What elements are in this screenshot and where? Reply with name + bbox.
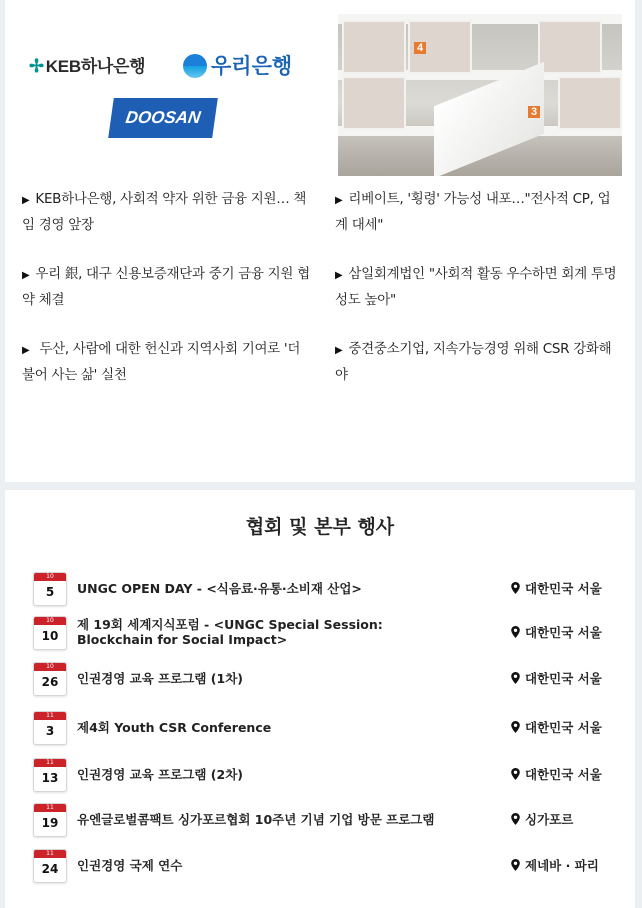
- news-link[interactable]: ▶ 우리 銀, 대구 신용보증재단과 중기 금융 지원 협약 체결: [22, 266, 310, 308]
- sponsor-logos: [23, 40, 313, 150]
- event-location: 대한민국 서울: [511, 756, 602, 792]
- event-title[interactable]: 제4회 Youth CSR Conference: [77, 719, 272, 735]
- map-pin-icon: [511, 721, 520, 733]
- event-row[interactable]: [33, 660, 619, 700]
- map-pin-icon: [511, 859, 520, 871]
- triangle-right-icon: ▶: [22, 270, 30, 281]
- keb-hana-logo[interactable]: ✢ KEB하나은행: [29, 56, 146, 76]
- map-pin-icon: [511, 626, 520, 638]
- section-title: 협회 및 본부 행사: [245, 516, 395, 538]
- event-location: 대한민국 서울: [511, 570, 602, 606]
- calendar-icon: 10 26: [33, 662, 67, 696]
- woori-bank-logo[interactable]: 우리은행: [183, 50, 292, 80]
- map-pin-icon: [511, 768, 520, 780]
- calendar-icon: 10 10: [33, 616, 67, 650]
- triangle-right-icon: ▶: [335, 195, 343, 206]
- floor-number-label: 4: [414, 42, 426, 54]
- event-row[interactable]: [33, 847, 619, 887]
- atrium-photo[interactable]: [338, 14, 622, 176]
- calendar-icon: 10 5: [33, 572, 67, 606]
- event-title[interactable]: UNGC OPEN DAY - <식음료·유통·소비재 산업>: [77, 580, 362, 596]
- doosan-logo[interactable]: DOOSAN: [108, 98, 218, 138]
- news-link[interactable]: ▶ KEB하나은행, 사회적 약자 위한 금융 지원… 책임 경영 앞장: [22, 191, 307, 233]
- events-panel: [5, 490, 635, 908]
- news-panel: [5, 0, 635, 482]
- event-row[interactable]: [33, 709, 619, 749]
- calendar-icon: 11 24: [33, 849, 67, 883]
- calendar-icon: 11 19: [33, 803, 67, 837]
- map-pin-icon: [511, 672, 520, 684]
- map-pin-icon: [511, 582, 520, 594]
- event-row[interactable]: [33, 756, 619, 796]
- event-row[interactable]: [33, 570, 619, 610]
- triangle-right-icon: ▶: [22, 195, 30, 206]
- floor-number-label: 3: [528, 106, 540, 118]
- event-location: 싱가포르: [511, 801, 573, 837]
- event-title[interactable]: 제 19회 세계지식포럼 - <UNGC Special Session: Blockchain for Social Impact>: [77, 617, 383, 647]
- news-link[interactable]: ▶ 삼일회계법인 "사회적 활동 우수하면 회계 투명성도 높아": [335, 266, 617, 308]
- event-title[interactable]: 인권경영 교육 프로그램 (1차): [77, 670, 244, 686]
- event-location: 대한민국 서울: [511, 709, 602, 745]
- event-location: 대한민국 서울: [511, 660, 602, 696]
- map-pin-icon: [511, 813, 520, 825]
- event-title[interactable]: 유엔글로벌콤팩트 싱가포르협회 10주년 기념 기업 방문 프로그램: [77, 811, 435, 827]
- event-row[interactable]: [33, 801, 619, 841]
- news-link[interactable]: ▶ 중견중소기업, 지속가능경영 위해 CSR 강화해야: [335, 341, 612, 383]
- calendar-icon: 11 3: [33, 711, 67, 745]
- triangle-right-icon: ▶: [335, 270, 343, 281]
- triangle-right-icon: ▶: [22, 345, 30, 356]
- event-title[interactable]: 인권경영 국제 연수: [77, 857, 183, 873]
- event-row[interactable]: [33, 614, 619, 654]
- triangle-right-icon: ▶: [335, 345, 343, 356]
- woori-circle-icon: [183, 54, 207, 78]
- calendar-icon: 11 13: [33, 758, 67, 792]
- news-link[interactable]: ▶ 두산, 사람에 대한 헌신과 지역사회 기여로 '더불어 사는 삶' 실천: [22, 341, 301, 383]
- keb-leaf-icon: ✢: [29, 56, 44, 76]
- event-title[interactable]: 인권경영 교육 프로그램 (2차): [77, 766, 244, 782]
- event-location: 대한민국 서울: [511, 614, 602, 650]
- event-location: 제네바 · 파리: [511, 847, 599, 883]
- news-link[interactable]: ▶ 리베이트, '횡령' 가능성 내포…"전사적 CP, 업계 대세": [335, 191, 611, 233]
